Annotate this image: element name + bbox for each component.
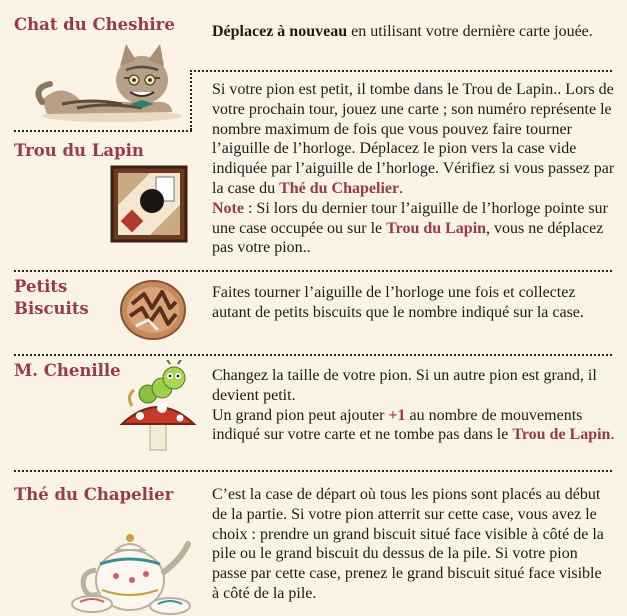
caterpillar-illustration: [118, 360, 198, 455]
caterpillar-p2-start: Un grand pion peut ajouter: [212, 406, 389, 424]
separator-left: [14, 130, 192, 132]
caterpillar-p1: Changez la taille de votre pion. Si un autre pion est grand, il devient petit.: [212, 367, 597, 404]
teapot-illustration: [70, 510, 195, 616]
biscuits-title-line2: Biscuits: [14, 299, 89, 318]
section-title-caterpillar: M. Chenille: [14, 361, 121, 380]
separator-after-rabbit-hole: [14, 270, 612, 272]
rabbit-hole-illustration: [110, 165, 188, 243]
separator-vertical: [190, 70, 192, 130]
separator-top-right: [190, 70, 612, 72]
section-title-cheshire: Chat du Cheshire: [14, 15, 175, 34]
cheshire-lead-bold: Déplacez à nouveau: [212, 23, 348, 40]
cheshire-text: [212, 22, 612, 42]
biscuits-text: Faites tourner l’aiguille de l’horloge une fois et collectez autant de petits biscuits que le nombre indiqué sur la case.: [212, 284, 584, 321]
rabbit-hole-p1-end: .: [399, 179, 404, 197]
cheshire-lead-rest: en utilisant votre dernière carte jouée.: [347, 23, 593, 40]
link-hatter-tea[interactable]: Thé du Chapelier: [279, 179, 400, 197]
section-title-hatter: Thé du Chapelier: [14, 485, 174, 504]
hatter-text: C’est la case de départ où tous les pions sont placés au début de la partie. Si votre pion atterrit sur cette case, vous avez le choix : prendre un grand biscuit situé face visible à côté de la pile ou le grand biscuit du dessus de la pile. Si votre pion passe par cette case, prenez le grand biscuit situé face visible à côté de la pile.: [212, 486, 604, 602]
note-end: , vous ne déplacez pas votre pion..: [212, 219, 604, 257]
rabbit-hole-p1: Si votre pion est petit, il tombe dans le Trou de Lapin.. Lors de votre prochain tour, jouez une carte ; son numéro représente le nombre maximum de fois que vous pouvez faire tourner l’aiguille de l’horloge. Déplacez le pion vers la case vide indiquée par l’aiguille de l’horloge. Vérifiez si vous passez par la case du: [212, 81, 615, 197]
biscuits-title-line1: Petits: [14, 277, 68, 296]
link-rabbit-hole-2[interactable]: Trou de Lapin: [512, 426, 611, 444]
separator-after-biscuits: [14, 354, 612, 356]
biscuit-illustration: [118, 278, 188, 342]
caterpillar-p2-end: .: [610, 426, 615, 444]
separator-after-caterpillar: [14, 470, 612, 472]
caterpillar-p2-mid: au nombre de mouvements indiqué sur votre carte et ne tombe pas dans le: [212, 406, 583, 444]
bonus-badge: +1: [388, 406, 406, 424]
note-text: : Si lors du dernier tour l’aiguille de l’horloge pointe sur une case occupée ou sur le: [212, 199, 608, 237]
link-rabbit-hole[interactable]: Trou du Lapin: [386, 219, 487, 237]
cheshire-cat-illustration: [22, 40, 192, 122]
section-title-biscuits: [14, 276, 89, 320]
note-label: Note: [212, 199, 244, 217]
section-title-rabbit-hole: Trou du Lapin: [14, 141, 144, 160]
rabbit-hole-text: [212, 80, 617, 258]
caterpillar-text: [212, 366, 617, 445]
